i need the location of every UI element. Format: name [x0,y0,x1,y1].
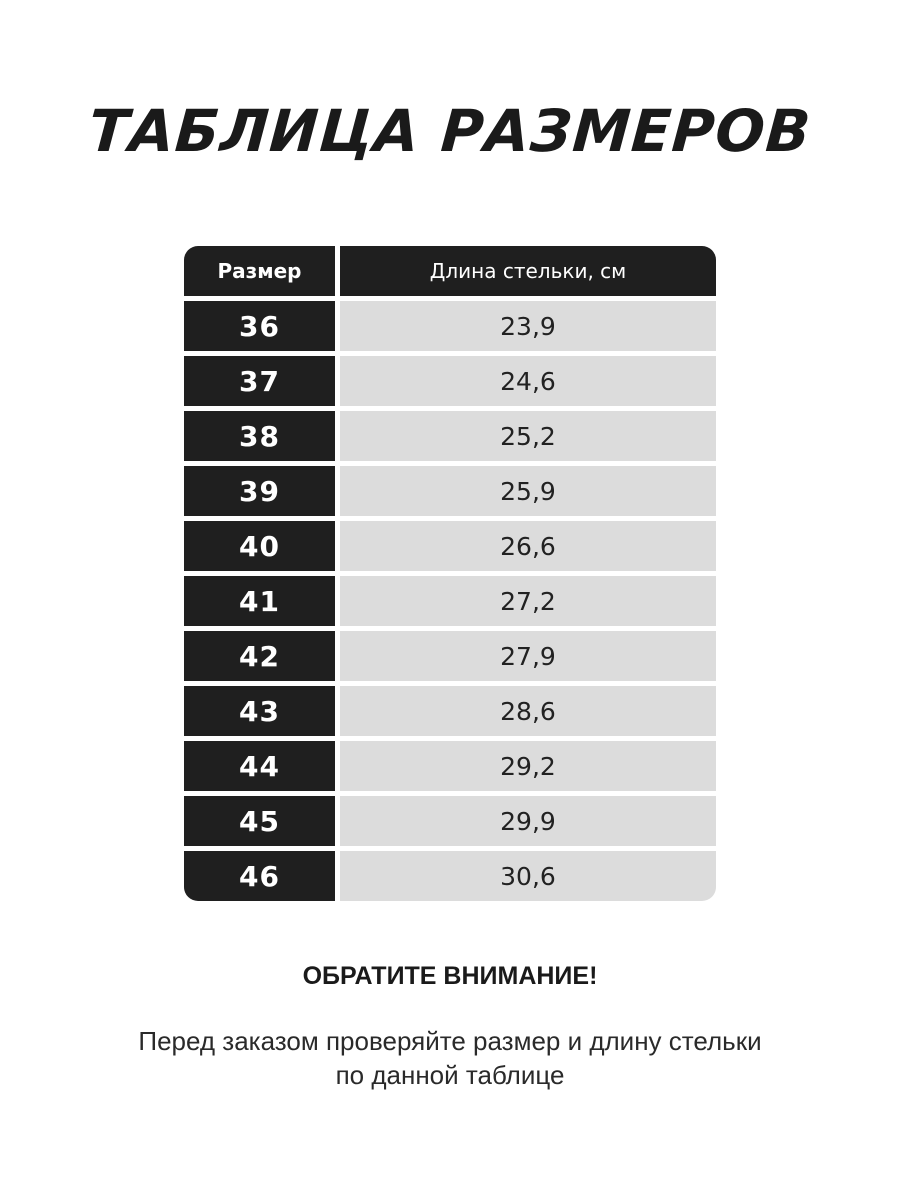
table-header-row [184,246,716,296]
page-title: ТАБЛИЦА РАЗМЕРОВ [86,97,814,165]
size-cell: 43 [184,686,335,736]
header-length: Длина стельки, см [340,246,716,296]
length-cell: 28,6 [340,686,716,736]
size-cell: 44 [184,741,335,791]
size-cell: 39 [184,466,335,516]
length-cell: 29,2 [340,741,716,791]
length-cell: 26,6 [340,521,716,571]
notice-text-line-2: по данной таблице [335,1060,565,1090]
table-row [184,576,716,626]
length-cell: 25,2 [340,411,716,461]
table-row [184,796,716,846]
table-row [184,301,716,351]
length-cell: 27,9 [340,631,716,681]
size-cell: 36 [184,301,335,351]
notice-text [0,1024,900,1092]
header-size: Размер [184,246,335,296]
table-row [184,631,716,681]
size-cell: 42 [184,631,335,681]
length-cell: 24,6 [340,356,716,406]
size-cell: 46 [184,851,335,901]
size-cell: 40 [184,521,335,571]
size-table [184,246,716,901]
size-cell: 41 [184,576,335,626]
notice-heading: ОБРАТИТЕ ВНИМАНИЕ! [302,962,598,990]
size-cell: 37 [184,356,335,406]
length-cell: 30,6 [340,851,716,901]
table-row [184,411,716,461]
size-cell: 45 [184,796,335,846]
table-row [184,356,716,406]
notice-text-line-1: Перед заказом проверяйте размер и длину стельки [138,1026,762,1056]
table-row [184,686,716,736]
length-cell: 25,9 [340,466,716,516]
table-row [184,466,716,516]
table-row [184,521,716,571]
length-cell: 29,9 [340,796,716,846]
size-cell: 38 [184,411,335,461]
length-cell: 27,2 [340,576,716,626]
table-row [184,851,716,901]
length-cell: 23,9 [340,301,716,351]
table-row [184,741,716,791]
